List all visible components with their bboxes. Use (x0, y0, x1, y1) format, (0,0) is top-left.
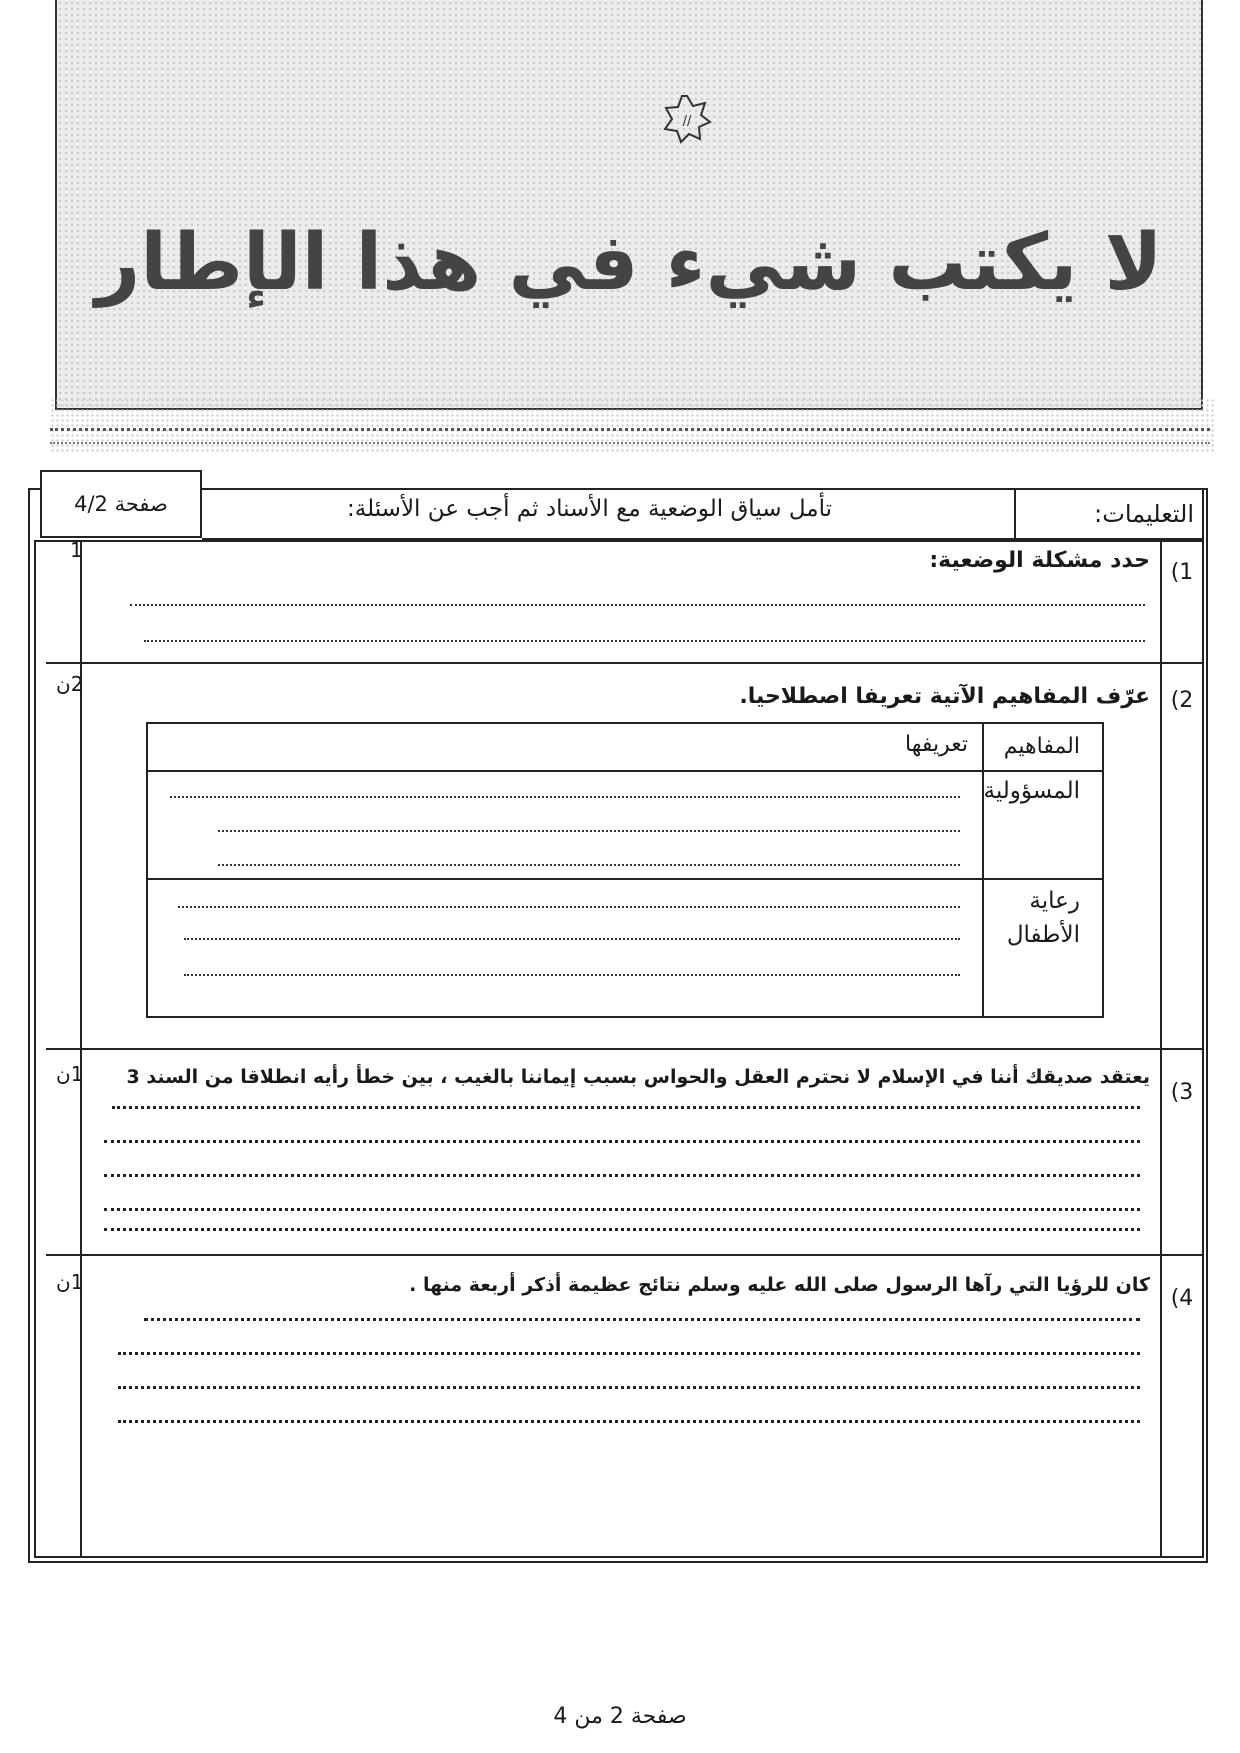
row-divider (46, 1254, 1204, 1256)
answer-line[interactable] (104, 1208, 1140, 1211)
cut-line-secondary (50, 442, 1210, 444)
question-score: 1 (70, 538, 83, 562)
answer-line[interactable] (118, 1386, 1140, 1389)
answer-line[interactable] (112, 1106, 1140, 1109)
concept-name: المسؤولية (983, 778, 1080, 804)
row-divider (46, 1048, 1204, 1050)
answer-line[interactable] (130, 604, 1145, 606)
cut-band (50, 398, 1215, 453)
question-text: عرّف المفاهيم الآتية تعريفا اصطلاحيا. (739, 684, 1150, 709)
question-number: (4 (1170, 1286, 1194, 1311)
table-header-definition: تعريفها (905, 732, 968, 757)
definition-line[interactable] (218, 830, 960, 832)
instructions-row (202, 488, 1204, 540)
question-text: حدد مشكلة الوضعية: (929, 548, 1150, 573)
cut-line (50, 428, 1210, 431)
table-divider (982, 722, 984, 1018)
star-emblem-icon (662, 94, 712, 144)
answer-line[interactable] (104, 1140, 1140, 1143)
definition-line[interactable] (170, 796, 960, 798)
row-divider (46, 662, 1204, 664)
page-footer: صفحة 2 من 4 (553, 1704, 687, 1729)
question-text: يعتقد صديقك أننا في الإسلام لا نحترم العقل والحواس بسبب إيماننا بالغيب ، بين خطأ رأيه انطلاقا من السند 3 (126, 1066, 1150, 1088)
instructions-text: تأمل سياق الوضعية مع الأسناد ثم أجب عن الأسئلة: (347, 496, 832, 522)
question-score: 1ن (56, 1062, 84, 1086)
answer-line[interactable] (144, 640, 1145, 642)
no-write-heading: لا يكتب شيء في هذا الإطار (95, 218, 1163, 308)
question-number: (3 (1170, 1080, 1194, 1105)
answer-line[interactable] (104, 1228, 1140, 1231)
table-divider (146, 770, 1104, 772)
question-score: 2ن (56, 672, 84, 696)
emblem-text: // (682, 114, 692, 129)
answer-line[interactable] (118, 1420, 1140, 1423)
concept-name: رعاية الأطفال (1006, 888, 1080, 948)
answer-line[interactable] (144, 1318, 1140, 1321)
page-number-box: صفحة 4/2 (40, 470, 202, 538)
definition-line[interactable] (218, 864, 960, 866)
definition-line[interactable] (184, 938, 960, 940)
question-text: كان للرؤيا التي رآها الرسول صلى الله عليه وسلم نتائج عظيمة أذكر أربعة منها . (409, 1274, 1150, 1296)
question-number: (2 (1170, 688, 1194, 713)
definition-line[interactable] (178, 906, 960, 908)
question-score: 1ن (56, 1270, 84, 1294)
table-divider (146, 878, 1104, 880)
answer-line[interactable] (104, 1174, 1140, 1177)
question-number: (1 (1170, 560, 1194, 585)
definition-line[interactable] (184, 974, 960, 976)
do-not-write-frame (55, 0, 1203, 410)
table-header-concepts: المفاهيم (1003, 734, 1080, 759)
answer-line[interactable] (118, 1352, 1140, 1355)
instructions-label: التعليمات: (1014, 490, 1202, 538)
